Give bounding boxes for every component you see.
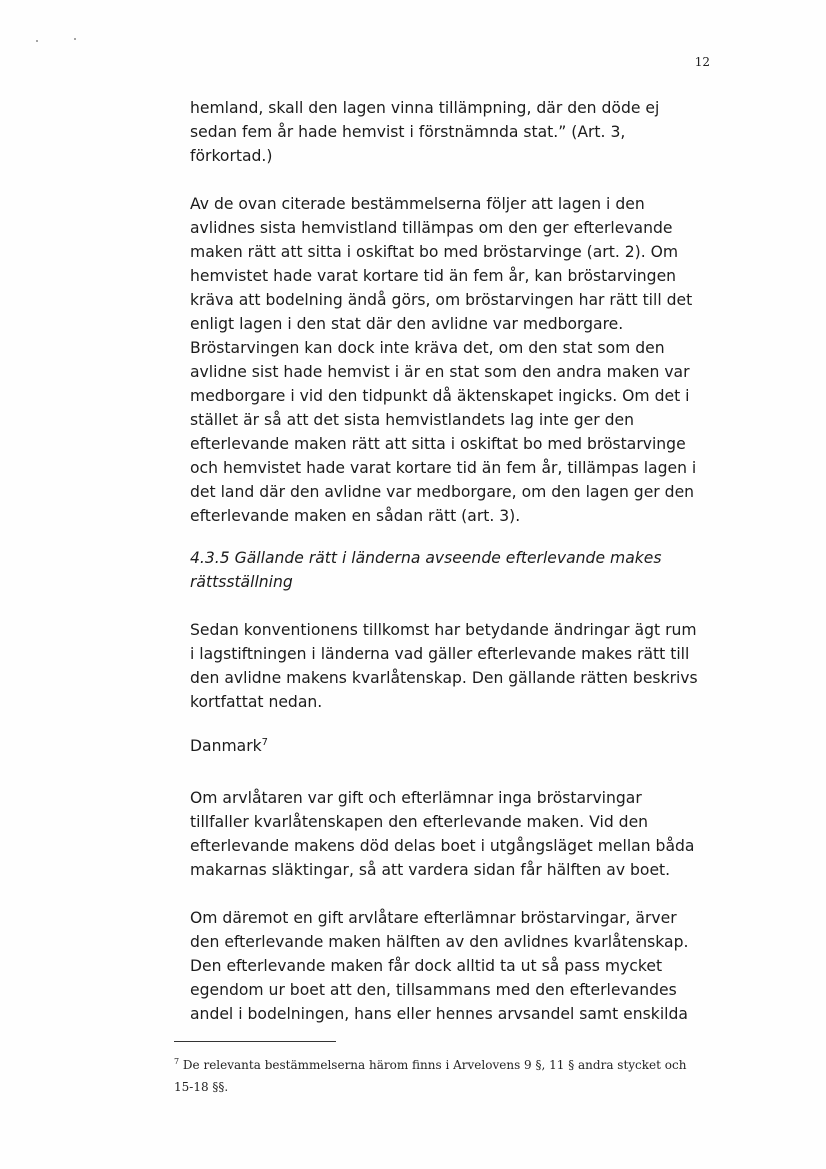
text-line: hemland, skall den lagen vinna tillämpning, där den döde ej <box>190 99 660 117</box>
scan-speck <box>74 38 76 40</box>
paragraph-with-heirs <box>190 906 714 1026</box>
text-line: medborgare i vid den tidpunkt då äktenskapet ingicks. Om det i <box>190 387 690 405</box>
text-line: det land där den avlidne var medborgare, om den lagen ger den <box>190 483 695 501</box>
text-line: efterlevande maken en sådan rätt (art. 3). <box>190 507 521 525</box>
paragraph-quote-end <box>190 96 714 168</box>
text-line: maken rätt att sitta i oskiftat bo med bröstarvinge (art. 2). Om <box>190 243 679 261</box>
text-line: efterlevande maken rätt att sitta i oskiftat bo med bröstarvinge <box>190 435 686 453</box>
text-line: Sedan konventionens tillkomst har betydande ändringar ägt rum <box>190 621 697 639</box>
paragraph-no-heirs <box>190 786 714 882</box>
text-line: och hemvistet hade varat kortare tid än fem år, tillämpas lagen i <box>190 459 697 477</box>
text-line: enligt lagen i den stat där den avlidne var medborgare. <box>190 315 624 333</box>
text-line: förkortad.) <box>190 147 273 165</box>
page-number: 12 <box>694 55 710 69</box>
text-line: kräva att bodelning ändå görs, om bröstarvingen har rätt till det <box>190 291 693 309</box>
footnote-reference: 7 <box>261 736 269 748</box>
text-line: avlidne sist hade hemvist i är en stat som den andra maken var <box>190 363 690 381</box>
text-line: kortfattat nedan. <box>190 693 323 711</box>
text-line: Den efterlevande maken får dock alltid ta ut så pass mycket <box>190 957 663 975</box>
text-line: andel i bodelningen, hans eller hennes arvsandel samt enskilda <box>190 1005 688 1023</box>
section-heading <box>190 546 714 594</box>
subheading-danmark <box>190 734 714 758</box>
text-line: den avlidne makens kvarlåtenskap. Den gällande rätten beskrivs <box>190 669 698 687</box>
text-line: egendom ur boet att den, tillsammans med den efterlevandes <box>190 981 677 999</box>
text-line: stället är så att det sista hemvistlandets lag inte ger den <box>190 411 634 429</box>
paragraph-analysis <box>190 192 714 528</box>
paragraph-intro <box>190 618 714 714</box>
text-line: avlidnes sista hemvistland tillämpas om den ger efterlevande <box>190 219 673 237</box>
heading-line: 4.3.5 Gällande rätt i länderna avseende efterlevande makes <box>190 549 662 567</box>
text-line: hemvistet hade varat kortare tid än fem år, kan bröstarvingen <box>190 267 677 285</box>
text-line: efterlevande makens död delas boet i utgångsläget mellan båda <box>190 837 695 855</box>
footnote-text: De relevanta bestämmelserna härom finns i Arvelovens 9 §, 11 § andra stycket och <box>182 1058 687 1072</box>
text-line: Om däremot en gift arvlåtare efterlämnar bröstarvingar, ärver <box>190 909 677 927</box>
text-line: tillfaller kvarlåtenskapen den efterlevande maken. Vid den <box>190 813 649 831</box>
text-line: Bröstarvingen kan dock inte kräva det, om den stat som den <box>190 339 665 357</box>
text-line: sedan fem år hade hemvist i förstnämnda stat.” (Art. 3, <box>190 123 626 141</box>
footnote <box>174 1054 714 1098</box>
text-line: Av de ovan citerade bestämmelserna följer att lagen i den <box>190 195 645 213</box>
text-line: den efterlevande maken hälften av den avlidnes kvarlåtenskap. <box>190 933 689 951</box>
heading-line: rättsställning <box>190 573 293 591</box>
text-line: Om arvlåtaren var gift och efterlämnar inga bröstarvingar <box>190 789 642 807</box>
footnote-marker: 7 <box>174 1057 180 1066</box>
footnote-divider <box>174 1041 336 1042</box>
text-line: i lagstiftningen i länderna vad gäller efterlevande makes rätt till <box>190 645 690 663</box>
scan-speck <box>36 40 38 42</box>
subheading-text: Danmark <box>190 737 262 755</box>
footnote-text: 15-18 §§. <box>174 1080 229 1094</box>
text-line: makarnas släktingar, så att vardera sidan får hälften av boet. <box>190 861 671 879</box>
